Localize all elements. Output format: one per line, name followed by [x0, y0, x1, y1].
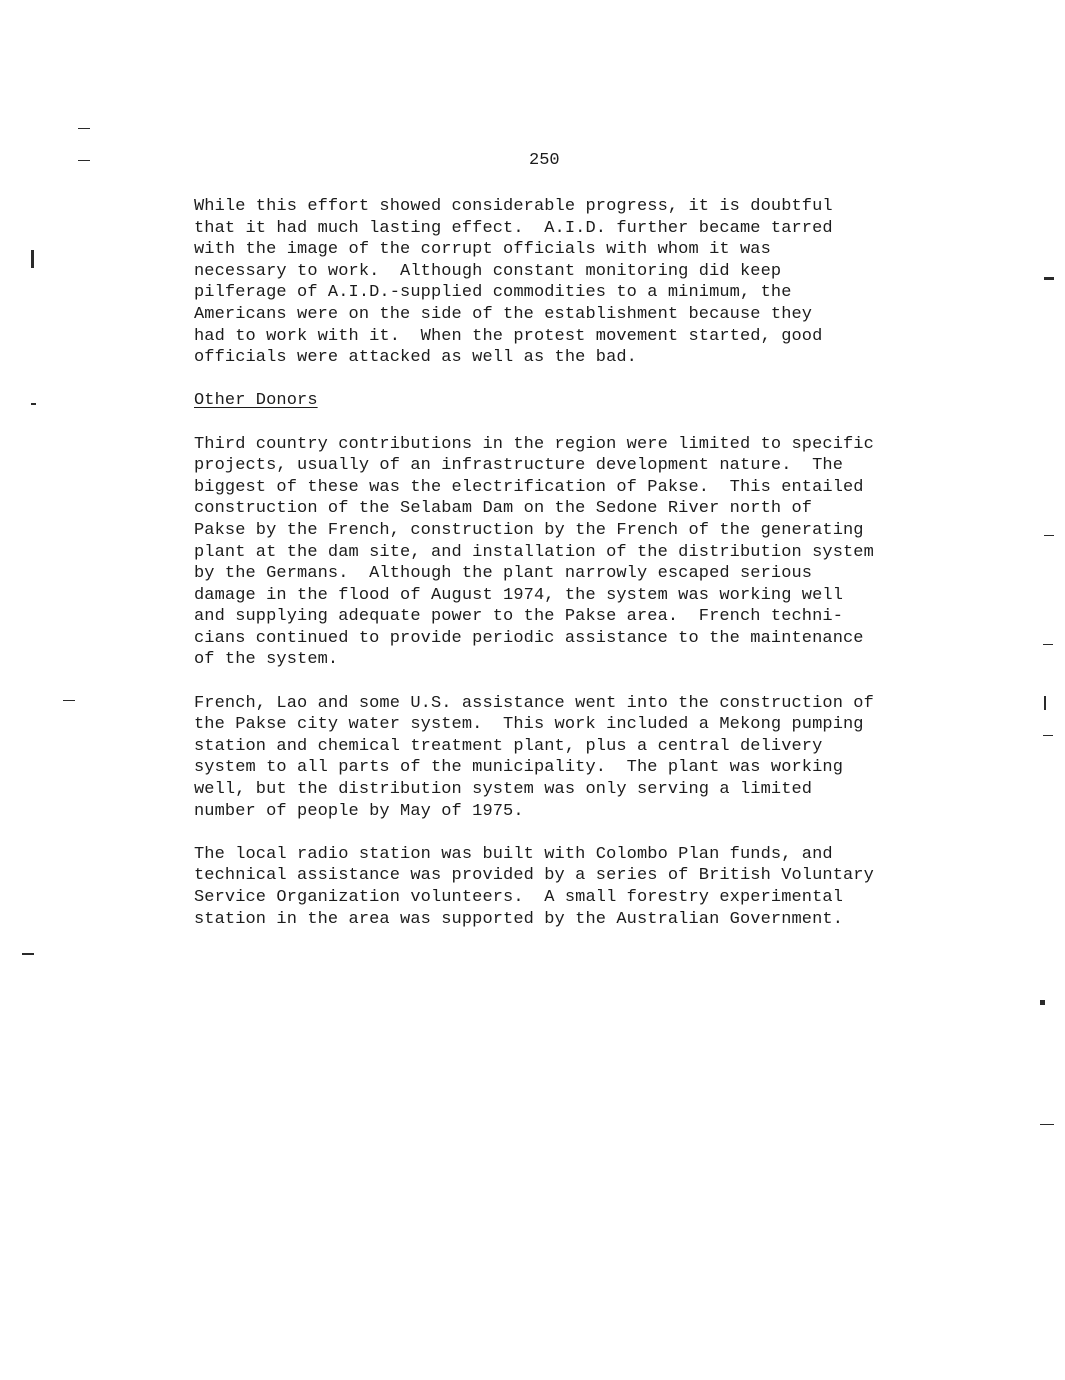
section-heading-other-donors: Other Donors — [194, 391, 318, 411]
scan-mark — [1043, 644, 1053, 645]
paragraph-aid-effort: While this effort showed considerable progress, it is doubtful that it had much lasting effect. A.I.D. further became tarred with the image of the corrupt officials with whom it was necessary to work. Although constant monitoring did keep pilferage of A.I.D.-supplied commodities to a minimum, the Americans were on the side of the establishment because they had to work with it. When the protest movement started, good officials were attacked as well as the bad. — [194, 197, 833, 368]
scan-mark — [1044, 696, 1046, 710]
scan-mark — [63, 700, 75, 701]
body-text — [194, 196, 914, 952]
scan-mark — [1040, 1000, 1045, 1005]
scan-mark — [1044, 535, 1054, 536]
page-number: 250 — [529, 151, 560, 170]
paragraph-radio-station: The local radio station was built with Colombo Plan funds, and technical assistance was provided by a series of British Voluntary Service Organization volunteers. A small forestry experimental station in the area was supported by the Australian Government. — [194, 844, 874, 929]
paragraph-water-system: French, Lao and some U.S. assistance went into the construction of the Pakse city water system. This work included a Mekong pumping station and chemical treatment plant, plus a central delivery system to all parts of the municipality. The plant was working well, but the distribution system was only serving a limited number of people by May of 1975. — [194, 693, 874, 821]
scan-mark — [22, 953, 34, 955]
scan-mark — [31, 403, 36, 405]
scan-mark — [1040, 1124, 1054, 1125]
paragraph-third-country: Third country contributions in the region were limited to specific projects, usually of an infrastructure development nature. The biggest of these was the electrification of Pakse. This entailed construction of the Selabam Dam on the Sedone River north of Pakse by the French, construction by the French of the generating plant at the dam site, and installation of the distribution system by the Germans. Although the plant narrowly escaped serious damage in the flood of August 1974, the system was working well and supplying adequate power to the Pakse area. French techni- cians continued to provide periodic assistance to the maintenance of the system. — [194, 434, 874, 670]
scan-mark — [31, 250, 34, 268]
scan-mark — [78, 160, 90, 161]
scan-mark — [1044, 277, 1054, 280]
scan-mark — [1043, 735, 1053, 736]
scan-mark — [78, 128, 90, 129]
